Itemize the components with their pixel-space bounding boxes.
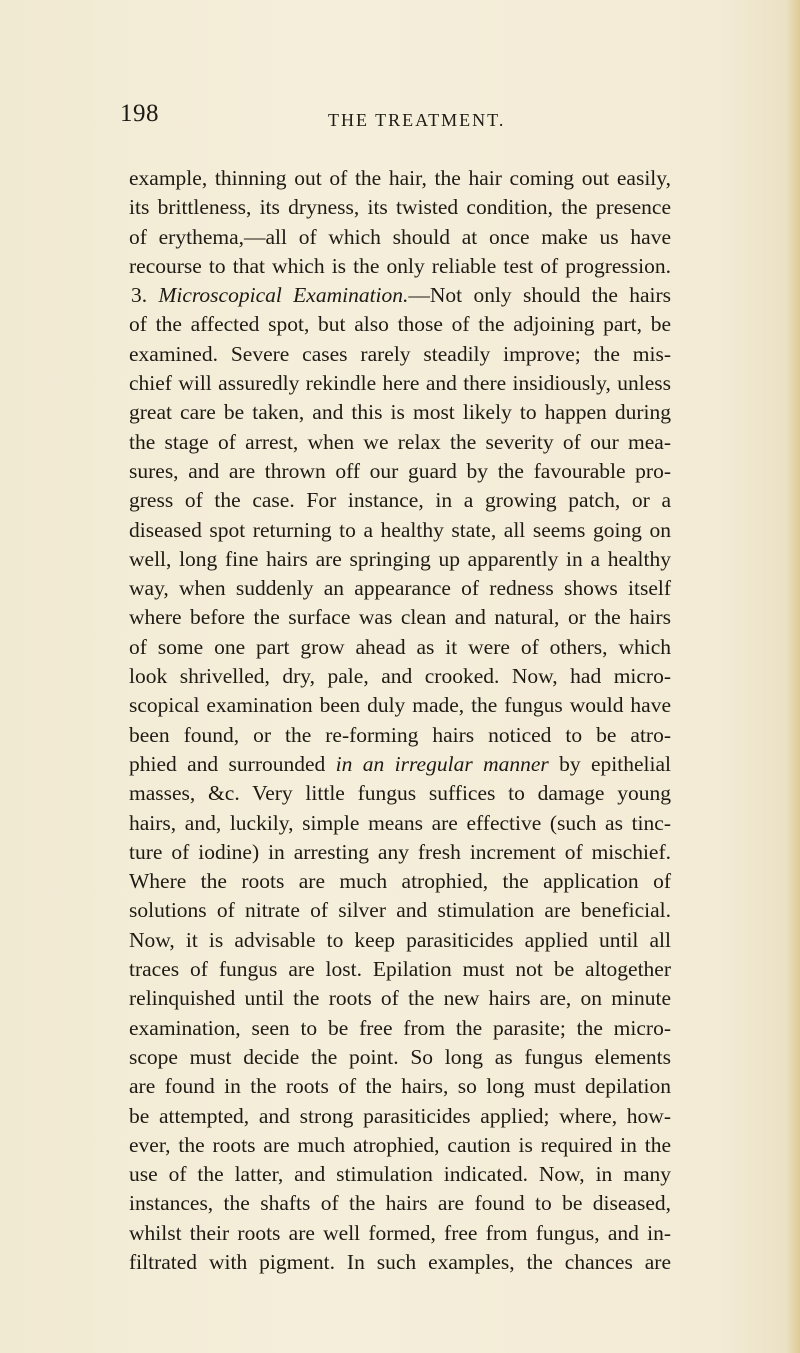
text-line: well, long fine hairs are springing up apparently in a healthy: [129, 546, 671, 571]
page-number: 198: [120, 100, 159, 127]
italic-phrase: in an irregular manner: [335, 751, 549, 776]
text-line: ever, the roots are much atrophied, caution is required in the: [129, 1132, 671, 1157]
text-line: use of the latter, and stimulation indicated. Now, in many: [129, 1162, 671, 1187]
page-header: [120, 100, 680, 140]
text-line: instances, the shafts of the hairs are found to be diseased,: [129, 1191, 671, 1216]
text-line: whilst their roots are well formed, free from fungus, and in-: [129, 1220, 671, 1245]
text-line: of the affected spot, but also those of the adjoining part, be: [129, 312, 671, 337]
text-line: examined. Severe cases rarely steadily improve; the mis-: [129, 341, 671, 366]
text-line: look shrivelled, dry, pale, and crooked. Now, had micro-: [129, 664, 671, 689]
text-fragment: —Not only should the hairs: [408, 283, 671, 308]
text-line: examination, seen to be free from the parasite; the micro-: [129, 1015, 671, 1040]
body-text: [129, 164, 671, 1277]
text-line: chief will assuredly rekindle here and there insidiously, unless: [129, 371, 671, 396]
text-line: Where the roots are much atrophied, the application of: [129, 869, 671, 894]
text-line: [129, 281, 671, 310]
text-line: great care be taken, and this is most likely to happen during: [129, 400, 671, 425]
text-line: [129, 750, 671, 779]
text-line: gress of the case. For instance, in a growing patch, or a: [129, 488, 671, 513]
section-number: 3.: [131, 283, 159, 308]
text-line: ture of iodine) in arresting any fresh increment of mischief.: [129, 839, 671, 864]
text-line: traces of fungus are lost. Epilation must not be altogether: [129, 957, 671, 982]
section-heading: Microscopical Examination.: [158, 283, 409, 308]
text-line: masses, &c. Very little fungus suffices to damage young: [129, 781, 671, 806]
text-fragment: by epithelial: [548, 751, 671, 776]
text-line: the stage of arrest, when we relax the severity of our mea-: [129, 429, 671, 454]
text-line: scope must decide the point. So long as fungus elements: [129, 1044, 671, 1069]
text-line: scopical examination been duly made, the fungus would have: [129, 693, 671, 718]
page-edge-shadow: [786, 0, 800, 1353]
text-line: of erythema,—all of which should at once make us have: [129, 224, 671, 249]
text-line: where before the surface was clean and natural, or the hairs: [129, 605, 671, 630]
text-line: hairs, and, luckily, simple means are effective (such as tinc-: [129, 810, 671, 835]
text-fragment: phied and surrounded: [129, 751, 336, 776]
text-line: way, when suddenly an appearance of redness shows itself: [129, 576, 671, 601]
text-line: been found, or the re-forming hairs noticed to be atro-: [129, 722, 671, 747]
text-line: diseased spot returning to a healthy state, all seems going on: [129, 517, 671, 542]
text-line: recourse to that which is the only reliable test of progression.: [129, 253, 671, 278]
text-line: example, thinning out of the hair, the hair coming out easily,: [129, 166, 671, 190]
running-head: THE TREATMENT.: [328, 110, 506, 130]
text-line: Now, it is advisable to keep parasiticides applied until all: [129, 927, 671, 952]
text-line: are found in the roots of the hairs, so long must depilation: [129, 1074, 671, 1099]
text-line: sures, and are thrown off our guard by the favourable pro-: [129, 458, 671, 483]
text-line: its brittleness, its dryness, its twisted condition, the presence: [129, 195, 671, 220]
text-line: filtrated with pigment. In such examples, the chances are: [129, 1249, 671, 1274]
text-line: be attempted, and strong parasiticides applied; where, how-: [129, 1103, 671, 1128]
text-line: solutions of nitrate of silver and stimulation are beneficial.: [129, 898, 671, 923]
text-line: relinquished until the roots of the new hairs are, on minute: [129, 986, 671, 1011]
text-line: of some one part grow ahead as it were of others, which: [129, 634, 671, 659]
